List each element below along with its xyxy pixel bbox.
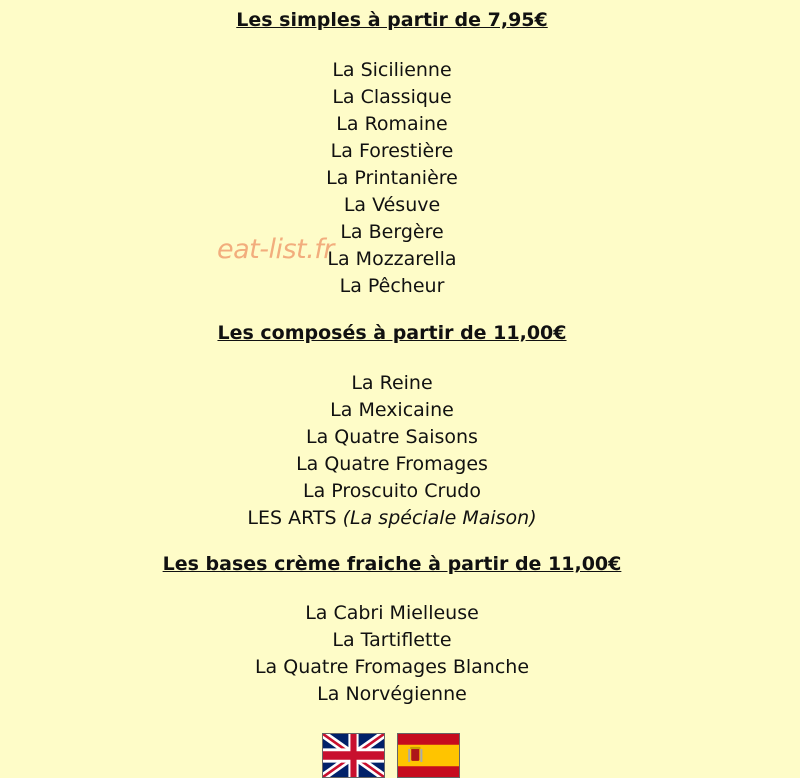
menu-item: La Cabri Mielleuse	[305, 602, 479, 624]
menu-item: La Quatre Fromages Blanche	[254, 656, 530, 678]
menu-item: La Tartiflette	[332, 629, 452, 651]
menu-item: La Mozzarella	[327, 248, 457, 270]
menu-item: La Printanière	[326, 167, 458, 189]
menu-item-special	[0, 505, 784, 532]
special-name: LES ARTS	[247, 507, 337, 529]
watermark: eat-list.fr	[217, 234, 334, 265]
menu-item: La Quatre Fromages	[296, 453, 488, 475]
menu-item: La Bergère	[340, 221, 444, 243]
menu-item: La Sicilienne	[332, 59, 452, 81]
menu-item: La Proscuito Crudo	[303, 480, 481, 502]
spain-flag-icon[interactable]	[397, 733, 460, 778]
menu-item: La Norvégienne	[317, 683, 467, 705]
menu-item: La Vésuve	[343, 194, 441, 216]
menu-list-simples	[0, 57, 784, 300]
menu-item: La Forestière	[330, 140, 454, 162]
uk-flag-icon[interactable]	[322, 733, 385, 778]
menu-list-bases-creme	[0, 600, 784, 708]
section-title-composes: Les composés à partir de 11,00€	[217, 322, 567, 344]
menu-item: La Classique	[332, 86, 452, 108]
menu-item: La Mexicaine	[330, 399, 454, 421]
menu-item: La Romaine	[336, 113, 448, 135]
menu-item: La Reine	[351, 372, 433, 394]
menu-item: La Quatre Saisons	[306, 426, 478, 448]
language-flags	[322, 733, 460, 778]
menu-item: La Pêcheur	[339, 275, 445, 297]
menu-list-composes	[0, 370, 784, 532]
special-note: (La spéciale Maison)	[342, 507, 537, 529]
section-title-bases-creme: Les bases crème fraiche à partir de 11,00€	[162, 553, 622, 575]
section-title-simples: Les simples à partir de 7,95€	[236, 9, 548, 31]
